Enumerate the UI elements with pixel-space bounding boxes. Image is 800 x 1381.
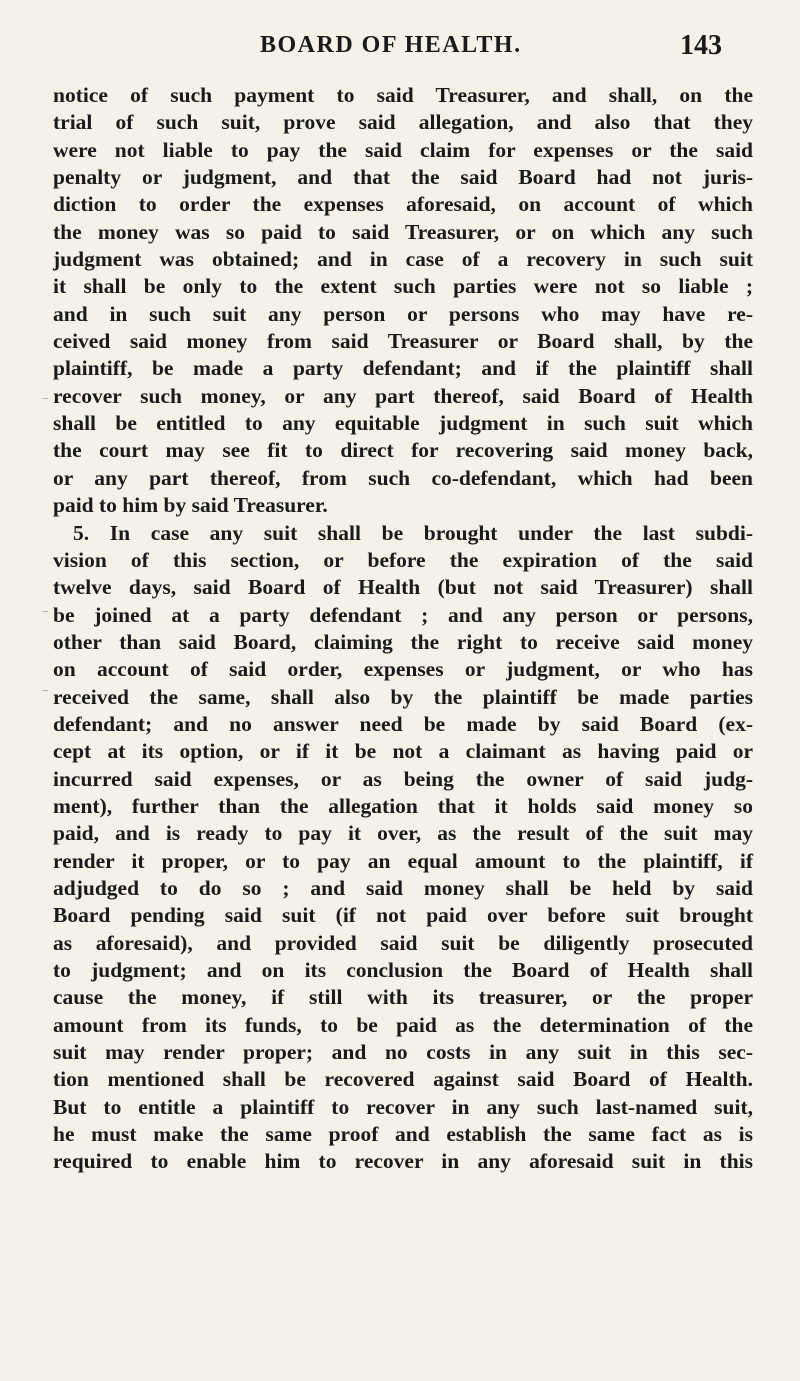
text-line: But to entitle a plaintiff to recover in any such last-named suit, [53, 1094, 753, 1119]
text-line: judgment was obtained; and in case of a recovery in such suit [53, 247, 753, 272]
body-text [53, 82, 753, 1176]
text-line: paid, and is ready to pay it over, as the result of the suit may [53, 821, 753, 846]
text-line: twelve days, said Board of Health (but not said Treasurer) shall [53, 575, 753, 600]
text-line: suit may render proper; and no costs in any suit in this sec- [53, 1040, 753, 1065]
margin-mark [42, 611, 48, 612]
text-line: cept at its option, or if it be not a claimant as having paid or [53, 739, 753, 764]
text-line: as aforesaid), and provided said suit be diligently prosecuted [53, 930, 753, 955]
text-line: vision of this section, or before the expiration of the said [53, 547, 753, 572]
text-line: be joined at a party defendant ; and any person or persons, [53, 602, 753, 627]
text-line: plaintiff, be made a party defendant; and if the plaintiff shall [53, 356, 753, 381]
text-line: tion mentioned shall be recovered against said Board of Health. [53, 1067, 753, 1092]
text-line: shall be entitled to any equitable judgment in such suit which [53, 411, 753, 436]
text-line: recover such money, or any part thereof, said Board of Health [53, 383, 753, 408]
text-line: 5. In case any suit shall be brought under the last subdi- [73, 520, 753, 545]
text-line: adjudged to do so ; and said money shall be held by said [53, 875, 753, 900]
text-line: were not liable to pay the said claim for expenses or the said [53, 137, 753, 162]
text-line: on account of said order, expenses or judgment, or who has [53, 657, 753, 682]
text-line: ceived said money from said Treasurer or Board shall, by the [53, 329, 753, 354]
text-line: paid to him by said Treasurer. [53, 493, 328, 518]
text-line: received the same, shall also by the plaintiff be made parties [53, 684, 753, 709]
margin-mark [42, 398, 48, 399]
margin-mark [42, 690, 48, 691]
text-line: diction to order the expenses aforesaid, on account of which [53, 192, 753, 217]
text-line: it shall be only to the extent such parties were not so liable ; [53, 274, 753, 299]
text-line: incurred said expenses, or as being the owner of said judg- [53, 766, 753, 791]
text-line: required to enable him to recover in any aforesaid suit in this [53, 1149, 753, 1174]
text-line: and in such suit any person or persons who may have re- [53, 301, 753, 326]
text-line: the court may see fit to direct for recovering said money back, [53, 438, 753, 463]
page-number: 143 [680, 30, 722, 61]
text-line: other than said Board, claiming the right to receive said money [53, 629, 753, 654]
text-line: amount from its funds, to be paid as the determination of the [53, 1012, 753, 1037]
text-line: he must make the same proof and establish the same fact as is [53, 1122, 753, 1147]
text-line: the money was so paid to said Treasurer, or on which any such [53, 219, 753, 244]
text-line: defendant; and no answer need be made by said Board (ex- [53, 711, 753, 736]
text-line: ment), further than the allegation that it holds said money so [53, 793, 753, 818]
text-line: or any part thereof, from such co-defendant, which had been [53, 465, 753, 490]
running-title: BOARD OF HEALTH. [260, 32, 522, 58]
running-head [82, 30, 722, 70]
text-line: Board pending said suit (if not paid over before suit brought [53, 903, 753, 928]
text-line: cause the money, if still with its treasurer, or the proper [53, 985, 753, 1010]
text-line: to judgment; and on its conclusion the Board of Health shall [53, 958, 753, 982]
text-line: render it proper, or to pay an equal amount to the plaintiff, if [53, 848, 753, 873]
text-line: penalty or judgment, and that the said Board had not juris- [53, 165, 753, 190]
text-line: trial of such suit, prove said allegation, and also that they [53, 110, 753, 135]
text-line: notice of such payment to said Treasurer, and shall, on the [53, 83, 753, 107]
